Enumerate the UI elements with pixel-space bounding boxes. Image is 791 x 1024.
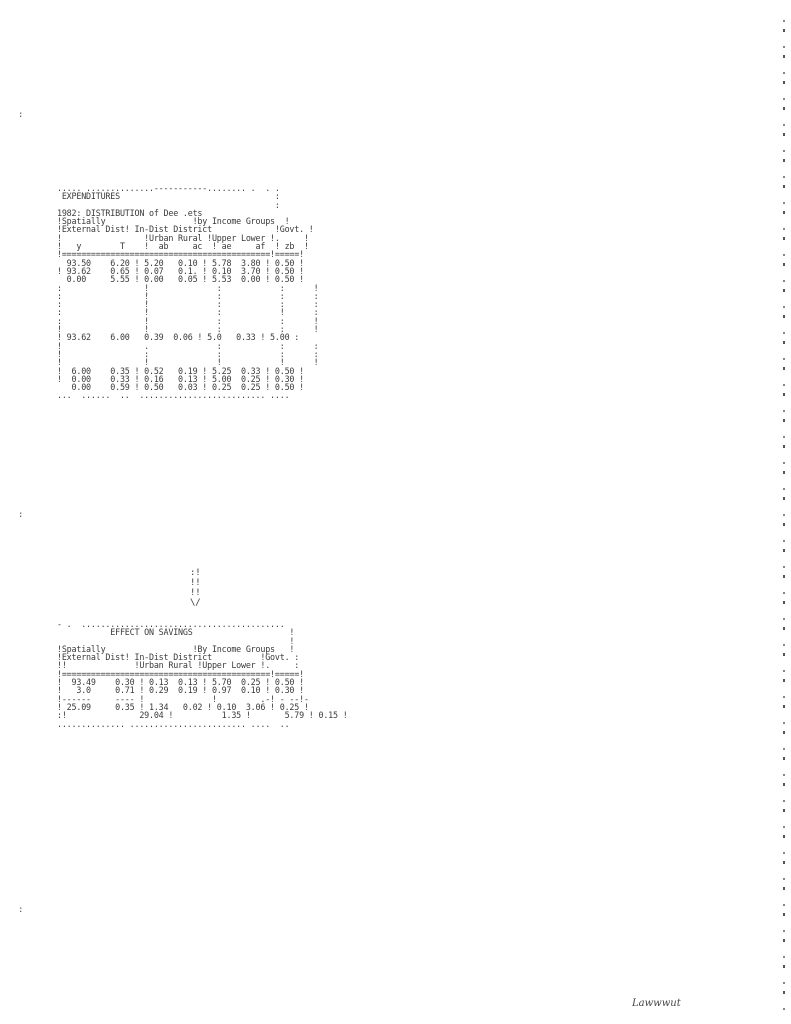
down-arrow (190, 568, 200, 608)
table1-line: ! y T ! ab ac ! ae af ! zb ! (57, 241, 309, 252)
table2-line: - . .......................................... (57, 619, 285, 629)
margin-mark: : (18, 905, 24, 915)
table2-line: :! 29.04 ! 1.35 ! 5.79 ! 0.15 ! (57, 710, 348, 721)
table2-line: ! 3.0 0.71 ! 0.29 0.19 ! 0.97 0.10 ! 0.30 ! (57, 685, 304, 696)
table1-line: ! ! : : ! (57, 324, 319, 335)
table2-line: ! 25.09 0.35 ! 1.34 0.02 ! 0.10 3.06 ! 0.25 ! (57, 701, 309, 712)
table1-line: EXPENDITURES : (57, 191, 280, 202)
table1-line: ... ...... .. .......................... .... (57, 390, 290, 401)
table1-line: ! 93.62 6.00 0.39 0.06 ! 5.0 0.33 ! 5.00 : (57, 332, 300, 343)
table1-line: ! 6.00 0.35 ! 0.52 0.19 ! 5.25 0.33 ! 0.50 ! (57, 365, 304, 376)
table2-line: !===========================================!=====! (57, 668, 304, 679)
table1-line: !Spatially !by Income Groups ! (57, 216, 290, 227)
table1-line: ! : : : : (57, 348, 319, 359)
table2-line: !------ ---- ! ! .-! - --!- (57, 693, 309, 704)
table1-line: ! 0.00 0.33 ! 0.16 0.13 ! 5.00 0.25 ! 0.30 ! (57, 373, 304, 384)
table1-line: : (57, 199, 280, 210)
margin-mark: : (18, 510, 24, 520)
signature: Lawwwut (632, 998, 681, 1009)
table2-line: EFFECT ON SAVINGS ! (57, 627, 295, 638)
table2-line: !External Dist! In-Dist District !Govt. : (57, 652, 300, 663)
page-edge-scan-marks (783, 20, 785, 1010)
margin-mark: : (18, 110, 24, 120)
arrow-line: :! (190, 568, 201, 578)
expenditures-table (57, 184, 318, 400)
table1-line: : ! : : : (57, 290, 319, 301)
table1-line: !===========================================!=====! (57, 249, 304, 260)
table1-line: : ! : ! : (57, 307, 319, 318)
table1-line: : ! : : ! (57, 315, 319, 326)
table2-line: !! !Urban Rural !Upper Lower !. : (57, 660, 300, 671)
table1-line: 1982: DISTRIBUTION of Dee .ets (57, 207, 203, 218)
arrow-line: \/ (190, 598, 201, 608)
table1-line: : ! : : : (57, 299, 319, 310)
arrow-line: !! (190, 578, 201, 588)
table1-line: ! . : : : (57, 340, 319, 351)
table1-line: ! 93.62 0.65 ! 0.07 0.1. ! 0.10 3.70 ! 0.50 ! (57, 265, 304, 276)
table1-line: ..... ..............-----------........ . . . (57, 183, 280, 193)
table2-line: !Spatially !By Income Groups ! (57, 643, 295, 654)
arrow-line: !! (190, 588, 201, 598)
table2-line: ! (57, 635, 295, 646)
savings-effect-table (57, 620, 348, 728)
table1-line: 93.50 6.20 ! 5.20 0.10 ! 5.78 3.80 ! 0.50 ! (57, 257, 304, 268)
table1-line: 0.00 5.55 ! 0.00 0.05 ! 5.53 0.00 ! 0.50 ! (57, 274, 304, 285)
table1-line: !External Dist! In-Dist District !Govt. ! (57, 224, 314, 235)
table2-line: ! 93.49 0.30 ! 0.13 0.13 ! 5.70 0.25 ! 0.50 ! (57, 677, 304, 688)
table2-line: .............. ........................ .... .. (57, 718, 290, 729)
table1-line: ! ! ! ! ! (57, 357, 319, 368)
table1-line: : ! : : ! (57, 282, 319, 293)
table1-line: ! !Urban Rural !Upper Lower !. ! (57, 232, 309, 243)
table1-line: 0.00 0.59 ! 0.50 0.03 ! 0.25 0.25 ! 0.50 ! (57, 382, 304, 393)
